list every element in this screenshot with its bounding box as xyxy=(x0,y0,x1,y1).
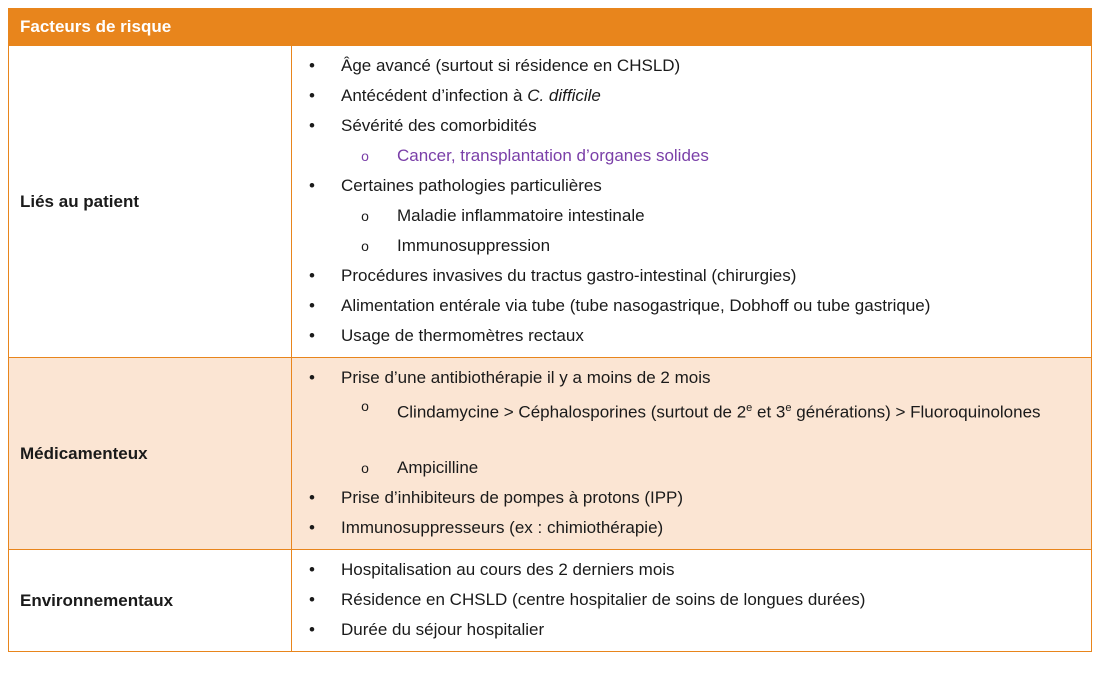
item-text: Hospitalisation au cours des 2 derniers mois xyxy=(341,560,675,579)
list-item xyxy=(292,171,1091,201)
item-text: Immunosuppression xyxy=(397,236,551,255)
list-subitem xyxy=(292,393,1091,453)
row-category: Liés au patient xyxy=(9,46,292,357)
circle-bullet-icon: o xyxy=(361,208,369,224)
item-text: Procédures invasives du tractus gastro-intestinal (chirurgies) xyxy=(341,266,797,285)
list-subitem xyxy=(292,231,1091,261)
list-item xyxy=(292,363,1091,393)
risk-list xyxy=(292,46,1091,357)
bullet-icon: • xyxy=(309,116,315,135)
item-text: Durée du séjour hospitalier xyxy=(341,620,545,639)
list-item xyxy=(292,261,1091,291)
bullet-icon: • xyxy=(309,518,315,537)
table-row xyxy=(8,358,1092,550)
item-text: Prise d’inhibiteurs de pompes à protons (IPP) xyxy=(341,488,684,507)
item-text: Âge avancé (surtout si résidence en CHSLD) xyxy=(341,56,681,75)
item-text: Résidence en CHSLD (centre hospitalier de soins de longues durées) xyxy=(341,590,866,609)
table-header: Facteurs de risque xyxy=(8,8,1092,46)
bullet-icon: • xyxy=(309,56,315,75)
item-text: Immunosuppresseurs (ex : chimiothérapie) xyxy=(341,518,664,537)
item-text: Prise d’une antibiothérapie il y a moins de 2 mois xyxy=(341,368,711,387)
risk-factors-table xyxy=(8,8,1092,652)
list-item xyxy=(292,51,1091,81)
risk-list xyxy=(292,358,1091,549)
list-item xyxy=(292,111,1091,141)
bullet-icon: • xyxy=(309,590,315,609)
table-row xyxy=(8,46,1092,358)
circle-bullet-icon: o xyxy=(361,148,369,164)
list-item xyxy=(292,615,1091,645)
list-item xyxy=(292,483,1091,513)
circle-bullet-icon: o xyxy=(361,460,369,476)
list-subitem xyxy=(292,201,1091,231)
bullet-icon: • xyxy=(309,266,315,285)
list-item xyxy=(292,555,1091,585)
risk-list xyxy=(292,550,1091,651)
list-item xyxy=(292,291,1091,321)
item-text: Ampicilline xyxy=(397,458,479,477)
bullet-icon: • xyxy=(309,176,315,195)
item-text: Antécédent d’infection à C. difficile xyxy=(341,86,601,105)
item-text: Certaines pathologies particulières xyxy=(341,176,602,195)
bullet-icon: • xyxy=(309,368,315,387)
bullet-icon: • xyxy=(309,620,315,639)
bullet-icon: • xyxy=(309,560,315,579)
item-text: Alimentation entérale via tube (tube nasogastrique, Dobhoff ou tube gastrique) xyxy=(341,296,931,315)
circle-bullet-icon: o xyxy=(361,398,369,414)
circle-bullet-icon: o xyxy=(361,238,369,254)
row-category: Médicamenteux xyxy=(9,358,292,549)
item-text: Clindamycine > Céphalosporines (surtout de 2e et 3e générations) > Fluoroquinolones xyxy=(397,402,1041,422)
item-text: Cancer, transplantation d’organes solides xyxy=(397,146,709,165)
list-item xyxy=(292,585,1091,615)
table-row xyxy=(8,550,1092,652)
bullet-icon: • xyxy=(309,86,315,105)
bullet-icon: • xyxy=(309,296,315,315)
bullet-icon: • xyxy=(309,326,315,345)
list-subitem xyxy=(292,141,1091,171)
list-item xyxy=(292,321,1091,351)
item-text: Sévérité des comorbidités xyxy=(341,116,537,135)
list-item xyxy=(292,81,1091,111)
row-category: Environnementaux xyxy=(9,550,292,651)
list-item xyxy=(292,513,1091,543)
bullet-icon: • xyxy=(309,488,315,507)
item-text: Usage de thermomètres rectaux xyxy=(341,326,584,345)
item-text: Maladie inflammatoire intestinale xyxy=(397,206,645,225)
list-subitem xyxy=(292,453,1091,483)
